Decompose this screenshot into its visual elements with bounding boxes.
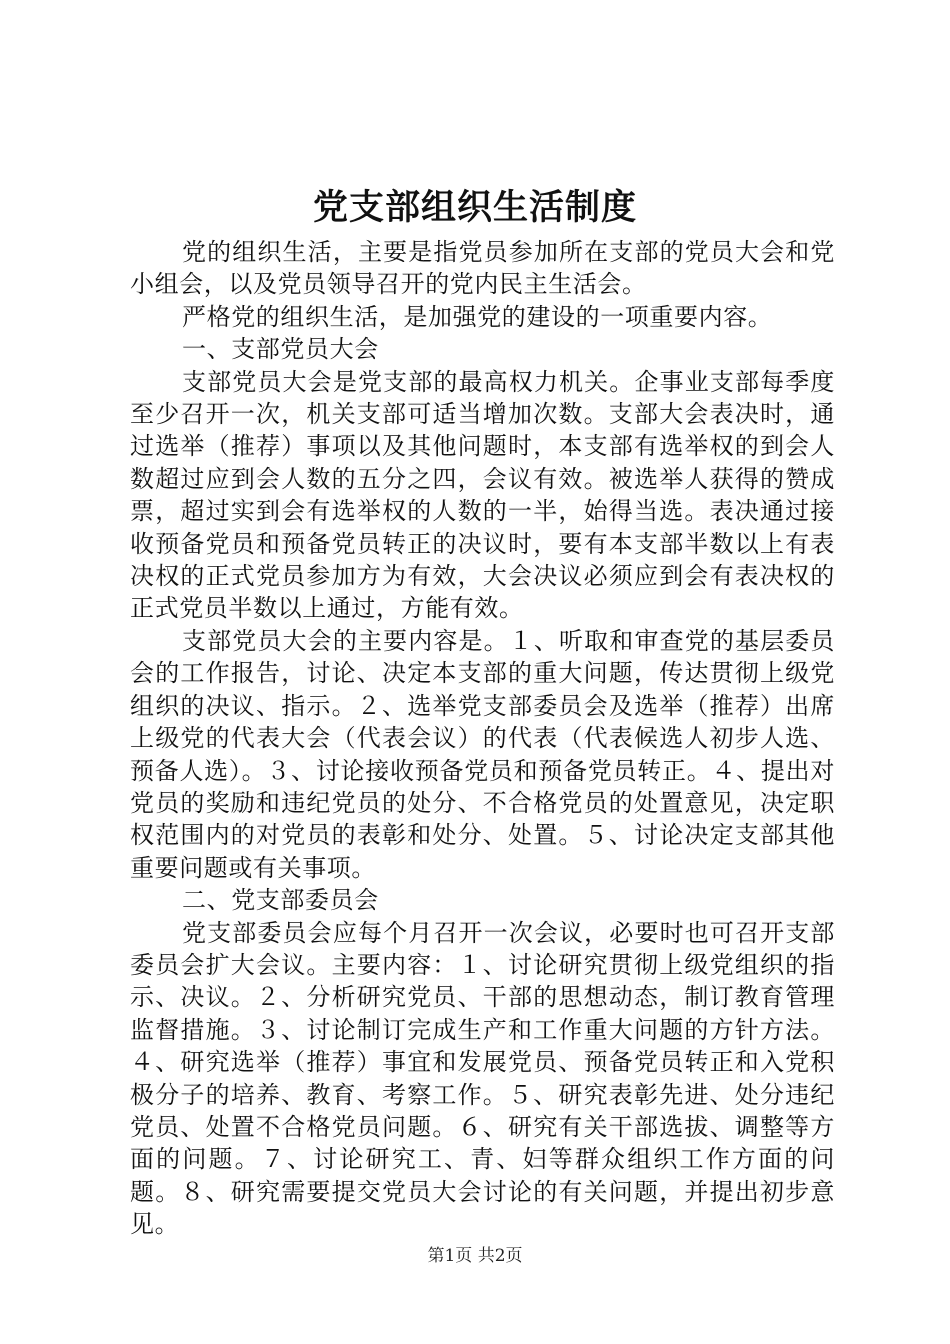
paragraph-members-meeting-content: 支部党员大会的主要内容是。１、听取和审查党的基层委员会的工作报告，讨论、决定本支部的重大问题，传达贯彻上级党组织的决议、指示。２、选举党支部委员会及选举（推荐）出席上级党的代表大会（代表会议）的代表（代表候选人初步人选、预备人选）。３、讨论接收预备党员和预备党员转正。４、提出对党员的奖励和违纪党员的处分、不合格党员的处置意见，决定职权范围内的对党员的表彰和处分、处置。５、讨论决定支部其他重要问题或有关事项。 (130, 626, 835, 882)
section-heading-party-members-meeting: 一、支部党员大会 (182, 335, 379, 364)
paragraph-intro: 党的组织生活，主要是指党员参加所在支部的党员大会和党小组会，以及党员领导召开的党内民主生活会。 (130, 238, 835, 299)
paragraph-members-meeting-rules: 支部党员大会是党支部的最高权力机关。企事业支部每季度至少召开一次，机关支部可适当增加次数。支部大会表决时，通过选举（推荐）事项以及其他问题时，本支部有选举权的到会人数超过应到会人数的五分之四，会议有效。被选举人获得的赞成票，超过实到会有选举权的人数的一半，始得当选。表决通过接收预备党员和预备党员转正的决议时，要有本支部半数以上有表决权的正式党员参加方为有效，大会决议必须应到会有表决权的正式党员半数以上通过，方能有效。 (130, 367, 835, 623)
paragraph-importance: 严格党的组织生活，是加强党的建设的一项重要内容。 (182, 302, 773, 331)
page-footer: 第1页 共2页 (427, 1246, 523, 1266)
document-body (130, 236, 835, 1241)
document-title: 党支部组织生活制度 (312, 187, 637, 228)
section-heading-branch-committee: 二、党支部委员会 (182, 886, 379, 915)
paragraph-branch-committee-content: 党支部委员会应每个月召开一次会议，必要时也可召开支部委员会扩大会议。主要内容：１、讨论研究贯彻上级党组织的指示、决议。２、分析研究党员、干部的思想动态，制订教育管理监督措施。３、讨论制订完成生产和工作重大问题的方针方法。４、研究选举（推荐）事宜和发展党员、预备党员转正和入党积极分子的培养、教育、考察工作。５、研究表彰先进、处分违纪党员、处置不合格党员问题。６、研究有关干部选拔、调整等方面的问题。７、讨论研究工、青、妇等群众组织工作方面的问题。８、研究需要提交党员大会讨论的有关问题，并提出初步意见。 (130, 918, 835, 1239)
